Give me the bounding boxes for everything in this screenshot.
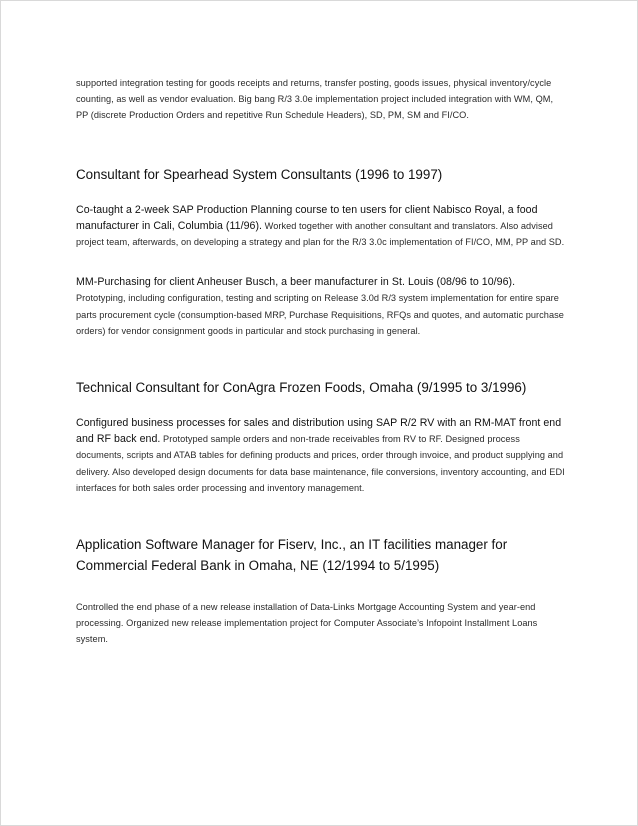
section-title-spearhead: Consultant for Spearhead System Consultants (1996 to 1997) bbox=[76, 166, 443, 182]
entry-body-fiserv: Controlled the end phase of a new release installation of Data-Links Mortgage Accounting System and year-end processing. Organized new release implementation project for Computer Associate’s Infopoint Installment Loans system. bbox=[76, 602, 538, 645]
intro-paragraph: supported integration testing for goods receipts and returns, transfer posting, goods issues, physical inventory/cycle counting, as well as vendor evaluation. Big bang R/3 3.0e implementation project included integration with WM, QM, PP (discrete Production Orders and repetitive Run Schedule Headers), SD, PM, SM and FI/CO. bbox=[76, 78, 554, 121]
entry-nabisco bbox=[76, 202, 566, 251]
entry-lead-anheuser: MM-Purchasing for client Anheuser Busch, a beer manufacturer in St. Louis (08/96 to 10/96). bbox=[76, 276, 516, 289]
section-title-fiserv: Application Software Manager for Fiserv, Inc., an IT facilities manager for Commercial Federal Bank in Omaha, NE (12/1994 to 5/1995) bbox=[76, 537, 508, 574]
entry-anheuser bbox=[76, 274, 566, 339]
entry-body-nabisco: Worked together with another consultant and translators. Also advised project team, afterwards, on developing a strategy and plan for the R/3 3.0c implementation of FI/CO, MM, PP and SD. bbox=[76, 220, 565, 248]
entry-lead-conagra: Configured business processes for sales and distribution using SAP R/2 RV with an RM-MAT front end and RF back end. bbox=[76, 417, 562, 446]
entry-conagra bbox=[76, 415, 566, 496]
entry-lead-nabisco: Co-taught a 2-week SAP Production Planning course to ten users for client Nabisco Royal, a food manufacturer in Cali, Columbia (11/96). bbox=[76, 203, 538, 232]
section-title-conagra: Technical Consultant for ConAgra Frozen Foods, Omaha (9/1995 to 3/1996) bbox=[76, 380, 527, 396]
entry-body-conagra: Prototyped sample orders and non-trade receivables from RV to RF. Designed process documents, scripts and ATAB tables for defining products and prices, order through invoice, and product supplying and delivery. Also developed design documents for data base maintenance, file conversions, inventory accounting, and EDI interfaces for both sales order processing and inventory management. bbox=[76, 434, 565, 493]
entry-fiserv bbox=[76, 599, 566, 648]
entry-body-anheuser: Prototyping, including configuration, testing and scripting on Release 3.0d R/3 system implementation for entire spare parts procurement cycle (consumption-based MRP, Purchase Requisitions, RFQs and quotes, and automatic purchase orders) for vendor consignment goods in particular and stock purchasing in general. bbox=[76, 293, 564, 336]
resume-content bbox=[76, 75, 566, 648]
